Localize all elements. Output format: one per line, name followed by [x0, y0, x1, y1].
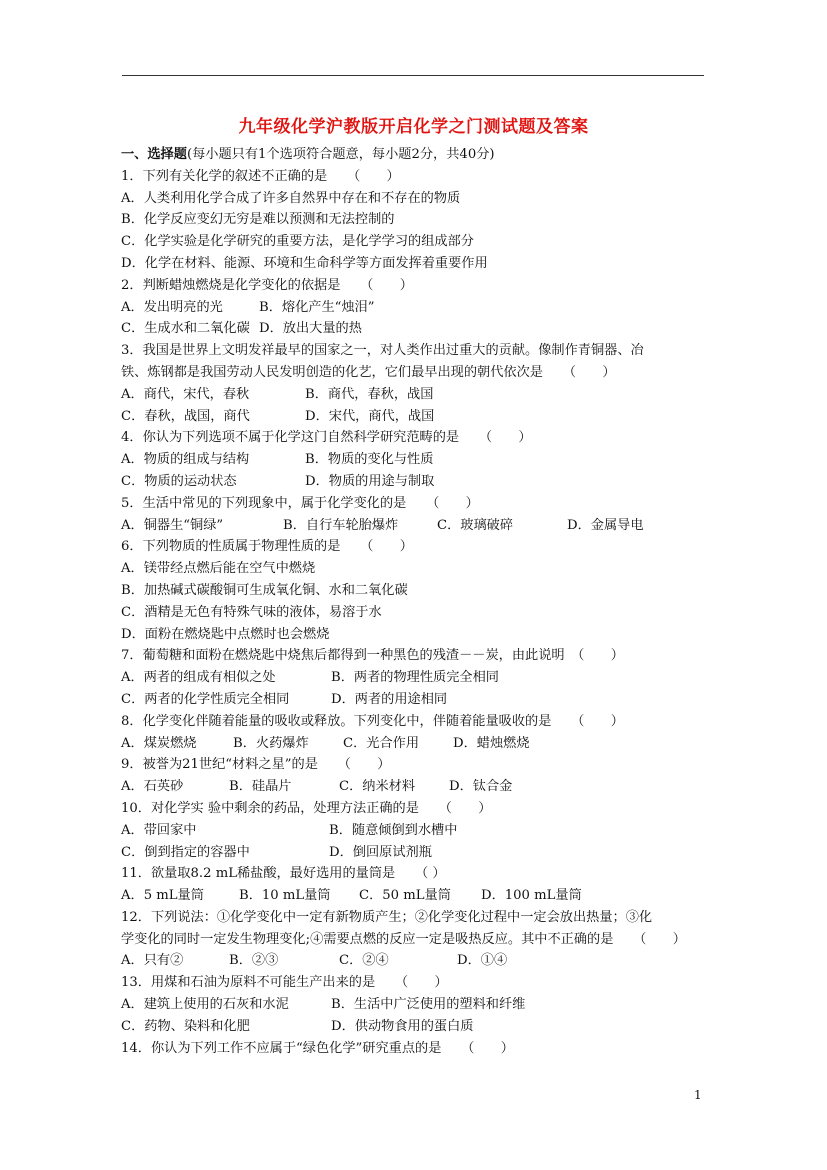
option-choice: B．熔化产生“烛泪” [259, 299, 375, 315]
question-item [121, 166, 741, 275]
question-stem: 学变化的同时一定发生物理变化;④需要点燃的反应一定是吸热反应。其中不正确的是 （ ） [121, 931, 686, 947]
option-choice: C．②④ [339, 953, 389, 969]
option-choice: C．酒精是无色有特殊气味的液体，易溶于水 [121, 604, 382, 620]
option-choice: B．化学反应变幻无穷是难以预测和无法控制的 [121, 212, 395, 228]
question-stem: 3．我国是世界上文明发祥最早的国家之一，对人类作出过重大的贡献。像制作青铜器、冶 [121, 343, 644, 359]
option-row [121, 209, 741, 231]
question-stem: 11．欲量取8.2 mL稀盐酸，最好选用的量筒是 （ ） [121, 866, 446, 882]
option-row [121, 188, 741, 210]
question-item [121, 972, 741, 1037]
option-row [121, 950, 741, 972]
question-item [121, 711, 741, 755]
option-row [121, 318, 741, 340]
option-choice: D．①④ [457, 953, 508, 969]
option-row [121, 406, 741, 428]
question-stem: 6．下列物质的性质属于物理性质的是 （ ） [121, 539, 413, 555]
option-row [121, 602, 741, 624]
option-choice: A．发出明亮的光 [121, 299, 223, 315]
question-stem: 5．生活中常见的下列现象中，属于化学变化的是 （ ） [121, 495, 479, 511]
question-item [121, 754, 741, 798]
option-choice: D．面粉在燃烧匙中点燃时也会燃烧 [121, 626, 330, 642]
option-row [121, 253, 741, 275]
option-choice: B．10 mL量筒 [239, 888, 331, 904]
question-item [121, 340, 741, 427]
document-body [121, 144, 741, 1059]
option-row [121, 820, 741, 842]
option-choice: C．物质的运动状态 [121, 473, 237, 489]
question-list [121, 166, 741, 1060]
option-choice: D．两者的用途相同 [331, 691, 448, 707]
option-choice: B．物质的变化与性质 [305, 452, 434, 468]
option-row [121, 515, 741, 537]
option-row [121, 842, 741, 864]
option-choice: A．建筑上使用的石灰和水泥 [121, 997, 289, 1013]
question-item [121, 427, 741, 492]
section-note: (每小题只有1个选项符合题意，每小题2分，共40分) [186, 147, 495, 162]
header-rule [122, 75, 704, 76]
page-number: 1 [694, 1088, 702, 1102]
option-choice: C．春秋，战国，商代 [121, 408, 250, 424]
option-choice: B．自行车轮胎爆炸 [283, 517, 399, 533]
question-stem: 7．葡萄糖和面粉在燃烧匙中烧焦后都得到一种黑色的残渣－－炭，由此说明 （ ） [121, 648, 624, 664]
question-item [121, 275, 741, 340]
option-row [121, 994, 741, 1016]
option-row [121, 733, 741, 755]
option-choice: A．5 mL量筒 [121, 888, 204, 904]
option-choice: A．两者的组成有相似之处 [121, 670, 276, 686]
question-stem: 13．用煤和石油为原料不可能生产出来的是 （ ） [121, 975, 448, 991]
option-choice: B．②③ [229, 953, 279, 969]
option-choice: B．两者的物理性质完全相同 [331, 670, 499, 686]
option-row [121, 384, 741, 406]
option-choice: A．煤炭燃烧 [121, 735, 197, 751]
option-row [121, 231, 741, 253]
option-choice: D．物质的用途与制取 [305, 473, 435, 489]
option-choice: B．随意倾倒到水槽中 [329, 822, 458, 838]
question-stem: 2．判断蜡烛燃烧是化学变化的依据是 （ ） [121, 277, 413, 293]
question-stem: 8．化学变化伴随着能量的吸收或释放。下列变化中，伴随着能量吸收的是 （ ） [121, 713, 624, 729]
option-choice: C．玻璃破碎 [437, 517, 514, 533]
option-row [121, 667, 741, 689]
question-stem: 12．下列说法：①化学变化中一定有新物质产生；②化学变化过程中一定会放出热量；③化 [121, 909, 653, 925]
section-heading [121, 144, 741, 166]
option-row [121, 297, 741, 319]
option-choice: D．供动物食用的蛋白质 [331, 1018, 474, 1034]
question-stem: 1．下列有关化学的叙述不正确的是 （ ） [121, 168, 400, 184]
question-item [121, 907, 741, 972]
option-choice: C．光合作用 [343, 735, 420, 751]
option-choice: B．火药爆炸 [233, 735, 309, 751]
option-choice: D．放出大量的热 [259, 321, 362, 337]
option-choice: A．只有② [121, 953, 184, 969]
option-choice: D．金属导电 [567, 517, 644, 533]
option-choice: C．纳米材料 [339, 779, 416, 795]
question-item [121, 645, 741, 710]
question-item [121, 536, 741, 645]
option-row [121, 558, 741, 580]
option-choice: A．商代，宋代，春秋 [121, 386, 250, 402]
option-row [121, 776, 741, 798]
option-choice: A．铜器生“铜绿” [121, 517, 224, 533]
section-head-label: 一、选择题 [121, 147, 187, 162]
option-choice: A．物质的组成与结构 [121, 452, 250, 468]
question-stem: 14．你认为下列工作不应属于“绿色化学”研究重点的是 （ ） [121, 1040, 514, 1056]
option-choice: A．带回家中 [121, 822, 197, 838]
option-choice: B．加热碱式碳酸铜可生成氧化铜、水和二氧化碳 [121, 582, 408, 598]
option-row [121, 1016, 741, 1038]
option-choice: A．镁带经点燃后能在空气中燃烧 [121, 561, 316, 577]
question-stem: 9．被誉为21世纪“材料之星”的是 （ ） [121, 757, 391, 773]
option-choice: B．商代，春秋，战国 [305, 386, 434, 402]
document-title: 九年级化学沪教版开启化学之门测试题及答案 [238, 117, 589, 137]
question-stem: 4．你认为下列选项不属于化学这门自然科学研究范畴的是 （ ） [121, 430, 532, 446]
option-row [121, 580, 741, 602]
option-choice: C．药物、染料和化肥 [121, 1018, 250, 1034]
option-choice: B．生活中广泛使用的塑料和纤维 [331, 997, 526, 1013]
option-choice: A．石英砂 [121, 779, 184, 795]
option-row [121, 885, 741, 907]
option-choice: D．化学在材料、能源、环境和生命科学等方面发挥着重要作用 [121, 255, 488, 271]
option-choice: D．钛合金 [449, 779, 513, 795]
option-choice: B．硅晶片 [229, 779, 292, 795]
option-choice: A．人类利用化学合成了许多自然界中存在和不存在的物质 [121, 190, 461, 206]
question-stem: 铁、炼钢都是我国劳动人民发明创造的化艺，它们最早出现的朝代依次是 （ ） [121, 364, 616, 380]
option-choice: D．蜡烛燃烧 [453, 735, 530, 751]
option-choice: C．化学实验是化学研究的重要方法，是化学学习的组成部分 [121, 234, 474, 250]
option-choice: D．宋代，商代，战国 [305, 408, 435, 424]
option-choice: C．倒到指定的容器中 [121, 844, 250, 860]
option-row [121, 624, 741, 646]
question-item [121, 798, 741, 863]
question-item [121, 1038, 741, 1060]
option-choice: C．两者的化学性质完全相同 [121, 691, 290, 707]
option-choice: C．50 mL量筒 [359, 888, 451, 904]
option-row [121, 689, 741, 711]
question-stem: 10．对化学实 验中剩余的药品，处理方法正确的是 （ ） [121, 800, 492, 816]
option-choice: D．倒回原试剂瓶 [329, 844, 432, 860]
question-item [121, 863, 741, 907]
option-row [121, 471, 741, 493]
option-choice: D．100 mL量筒 [481, 888, 582, 904]
option-row [121, 449, 741, 471]
question-item [121, 493, 741, 537]
option-choice: C．生成水和二氧化碳 [121, 321, 250, 337]
